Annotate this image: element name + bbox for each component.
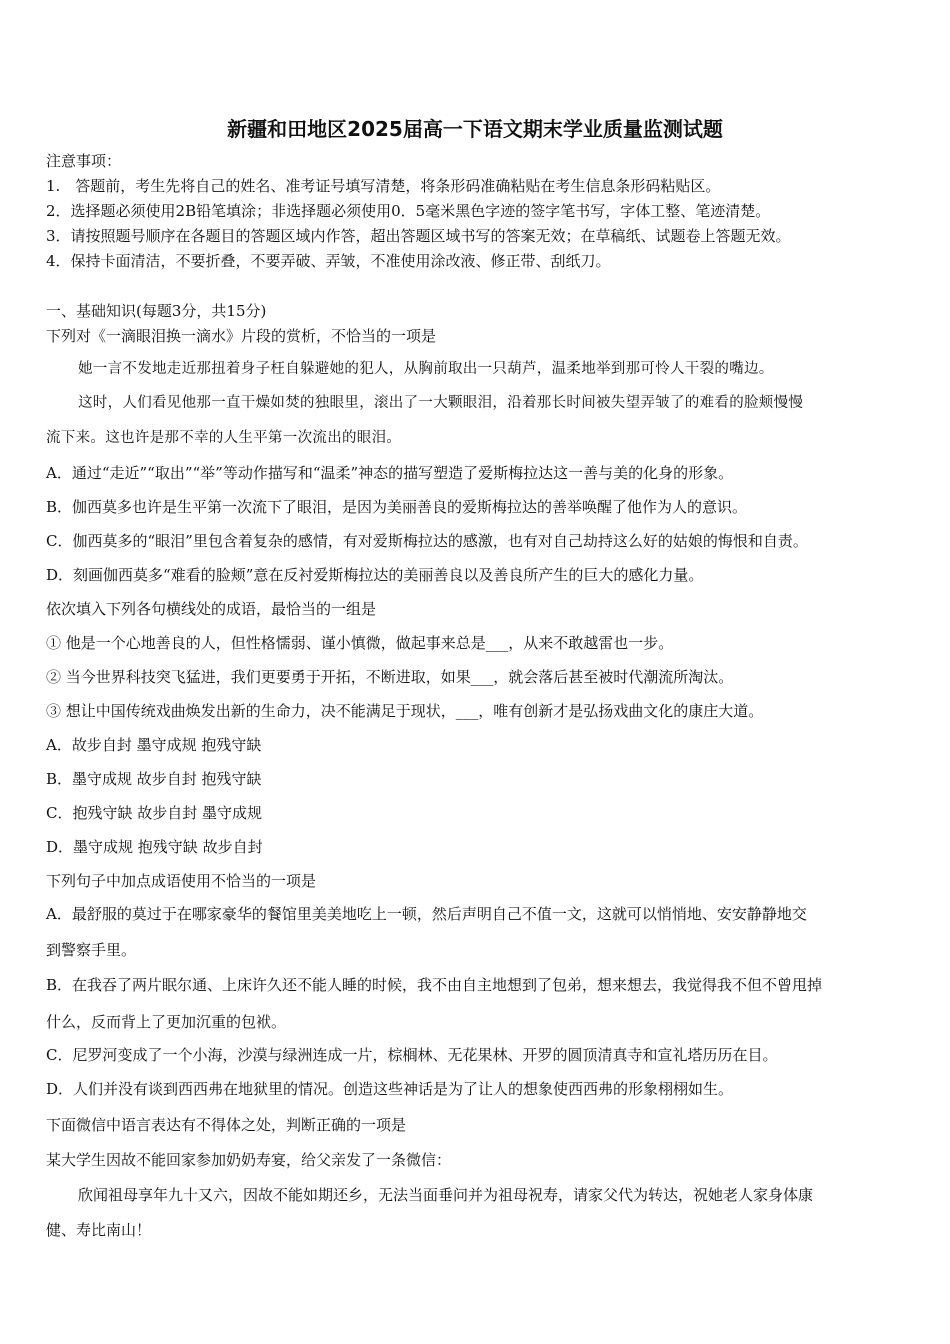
- passage-line: 这时，人们看见他那一直干燥如焚的独眼里，滚出了一大颗眼泪，沿着那长时间被失望弄皱了的难看的脸颊慢慢: [78, 395, 804, 411]
- message-line: 健、寿比南山！: [46, 1221, 152, 1239]
- sentence: ③ 想让中国传统戏曲焕发出新的生命力，决不能满足于现状，___，唯有创新才是弘扬戏曲文化的康庄大道。: [46, 702, 764, 720]
- option: B．伽西莫多也许是生平第一次流下了眼泪，是因为美丽善良的爱斯梅拉达的善举唤醒了他作为人的意识。: [46, 498, 748, 516]
- notice-item: 4．保持卡面清洁，不要折叠，不要弄破、弄皱，不准使用涂改液、修正带、刮纸刀。: [46, 252, 611, 270]
- question-stem: 下列对《一滴眼泪换一滴水》片段的赏析，不恰当的一项是: [46, 327, 437, 345]
- option: A．故步自封 墨守成规 抱残守缺: [46, 736, 262, 754]
- section-heading: 一、基础知识(每题3分，共15分): [46, 302, 267, 320]
- question-stem: 下面微信中语言表达有不得体之处，判断正确的一项是: [46, 1116, 407, 1134]
- option: C．伽西莫多的“眼泪”里包含着复杂的感情，有对爱斯梅拉达的感激，也有对自己劫持这么好的姑娘的悔恨和自责。: [46, 532, 808, 550]
- sentence: ① 他是一个心地善良的人，但性格懦弱、谨小慎微，做起事来总是___，从来不敢越雷也一步。: [46, 634, 674, 652]
- option: A．最舒服的莫过于在哪家豪华的餐馆里美美地吃上一顿，然后声明自己不值一文，这就可以悄悄地、安安静静地交: [46, 905, 807, 923]
- option-cont: 什么，反而背上了更加沉重的包袱。: [46, 1013, 287, 1031]
- option: B．在我吞了两片眠尔通、上床许久还不能人睡的时候，我不由自主地想到了包弟，想来想去，我觉得我不但不曾甩掉: [46, 976, 823, 994]
- question-stem: 下列句子中加点成语使用不恰当的一项是: [46, 872, 317, 890]
- page-title: 新疆和田地区2025届高一下语文期末学业质量监测试题: [227, 117, 723, 141]
- notice-item: 2．选择题必须使用2B铅笔填涂；非选择题必须使用0．5毫米黑色字迹的签字笔书写，字体工整、笔迹清楚。: [46, 202, 771, 220]
- notice-item: 3．请按照题号顺序在各题目的答题区域内作答，超出答题区域书写的答案无效；在草稿纸、试题卷上答题无效。: [46, 227, 791, 245]
- option: D．墨守成规 抱残守缺 故步自封: [46, 838, 263, 856]
- option: D．刻画伽西莫多“难看的脸颊”意在反衬爱斯梅拉达的美丽善良以及善良所产生的巨大的感化力量。: [46, 566, 704, 584]
- option: D．人们并没有谈到西西弗在地狱里的情况。创造这些神话是为了让人的想象使西西弗的形象栩栩如生。: [46, 1080, 734, 1098]
- passage-line: 流下来。这也许是那不幸的人生平第一次流出的眼泪。: [46, 430, 402, 446]
- context: 某大学生因故不能回家参加奶奶寿宴，给父亲发了一条微信：: [46, 1151, 452, 1169]
- notice-item: 1. 答题前，考生先将自己的姓名、准考证号填写清楚，将条形码准确粘贴在考生信息条形码粘贴区。: [46, 177, 721, 195]
- option: A．通过“走近”“取出”“举”等动作描写和“温柔”神态的描写塑造了爱斯梅拉达这一善与美的化身的形象。: [46, 464, 734, 482]
- option: B．墨守成规 故步自封 抱残守缺: [46, 770, 262, 788]
- message-line: 欣闻祖母享年九十又六，因故不能如期还乡，无法当面垂问并为祖母祝寿，请家父代为转达，祝她老人家身体康: [78, 1186, 814, 1204]
- question-stem: 依次填入下列各句横线处的成语，最恰当的一组是: [46, 600, 377, 618]
- sentence: ② 当今世界科技突飞猛进，我们更要勇于开拓，不断进取，如果___，就会落后甚至被时代潮流所淘汰。: [46, 668, 734, 686]
- notice-heading: 注意事项：: [46, 152, 122, 170]
- passage-line: 她一言不发地走近那扭着身子枉自躲避她的犯人，从胸前取出一只葫芦，温柔地举到那可怜人干裂的嘴边。: [78, 361, 774, 377]
- option-cont: 到警察手里。: [46, 941, 137, 959]
- option: C．抱残守缺 故步自封 墨守成规: [46, 804, 263, 822]
- option: C．尼罗河变成了一个小海，沙漠与绿洲连成一片，棕榈林、无花果林、开罗的圆顶清真寺和宣礼塔历历在目。: [46, 1046, 778, 1064]
